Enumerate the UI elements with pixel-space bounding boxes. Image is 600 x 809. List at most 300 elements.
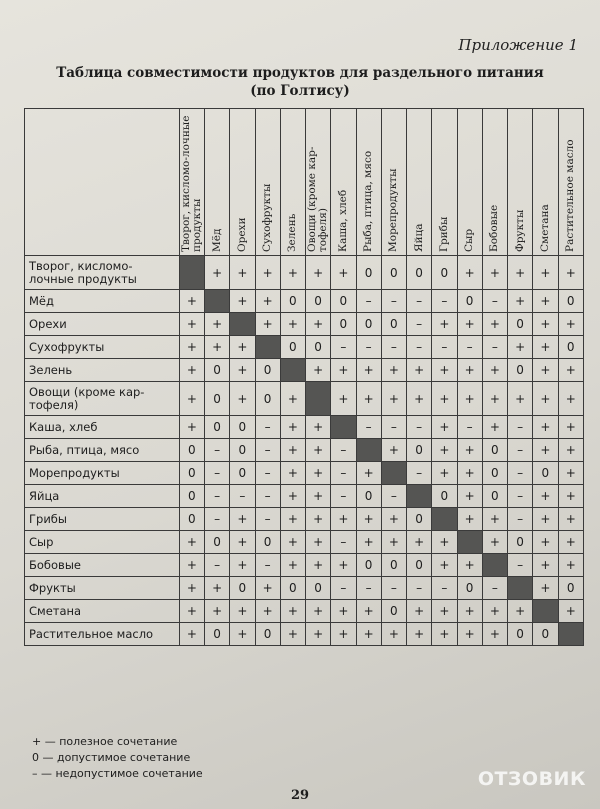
table-cell: 0	[205, 359, 230, 382]
table-cell: 0	[280, 577, 305, 600]
table-cell: 0	[457, 577, 482, 600]
table-cell: +	[482, 623, 507, 646]
table-cell: –	[407, 577, 432, 600]
table-cell: +	[558, 382, 584, 416]
column-header	[255, 109, 280, 256]
table-cell: –	[432, 290, 457, 313]
table-row	[25, 485, 584, 508]
table-cell: 0	[230, 439, 255, 462]
table-cell: +	[255, 577, 280, 600]
table-cell: –	[356, 336, 381, 359]
table-cell: +	[558, 313, 584, 336]
table-cell: +	[356, 531, 381, 554]
table-cell: +	[533, 577, 558, 600]
table-cell: +	[280, 439, 305, 462]
table-cell: +	[230, 508, 255, 531]
column-header	[205, 109, 230, 256]
table-cell: 0	[255, 623, 280, 646]
table-cell: +	[230, 554, 255, 577]
table-cell: –	[255, 554, 280, 577]
legend-minus: – — недопустимое сочетание	[32, 767, 203, 780]
table-cell: +	[508, 600, 533, 623]
diagonal-cell	[533, 600, 558, 623]
table-cell: +	[533, 439, 558, 462]
table-cell: +	[457, 256, 482, 290]
table-cell: +	[356, 623, 381, 646]
table-cell: –	[356, 577, 381, 600]
table-cell: 0	[407, 554, 432, 577]
table-row	[25, 462, 584, 485]
table-cell: +	[306, 600, 331, 623]
diagonal-cell	[457, 531, 482, 554]
table-cell: +	[482, 508, 507, 531]
title-line-1: Таблица совместимости продуктов для раздельного питания	[56, 65, 544, 81]
column-header	[432, 109, 457, 256]
row-header: Грибы	[25, 508, 180, 531]
table-cell: +	[306, 359, 331, 382]
corner-cell	[25, 109, 180, 256]
table-cell: 0	[533, 623, 558, 646]
table-cell: 0	[331, 290, 356, 313]
table-cell: +	[533, 359, 558, 382]
legend-plus: + — полезное сочетание	[32, 735, 178, 748]
table-cell: 0	[356, 256, 381, 290]
table-cell: +	[179, 336, 204, 359]
table-cell: +	[306, 439, 331, 462]
column-header	[179, 109, 204, 256]
table-cell: +	[179, 416, 204, 439]
table-cell: 0	[205, 531, 230, 554]
table-cell: +	[508, 256, 533, 290]
table-cell: +	[533, 508, 558, 531]
table-cell: +	[179, 531, 204, 554]
table-cell: +	[280, 485, 305, 508]
table-cell: –	[205, 508, 230, 531]
table-cell: –	[381, 577, 406, 600]
table-cell: –	[381, 290, 406, 313]
table-cell: 0	[179, 508, 204, 531]
table-cell: +	[558, 600, 584, 623]
table-cell: +	[356, 462, 381, 485]
legend	[32, 734, 203, 782]
table-cell: +	[432, 600, 457, 623]
table-cell: +	[533, 336, 558, 359]
table-cell: –	[331, 462, 356, 485]
table-cell: +	[179, 359, 204, 382]
table-cell: –	[432, 336, 457, 359]
table-cell: +	[381, 623, 406, 646]
table-cell: +	[432, 623, 457, 646]
row-header: Сметана	[25, 600, 180, 623]
table-cell: +	[356, 359, 381, 382]
table-cell: +	[356, 382, 381, 416]
table-cell: +	[280, 382, 305, 416]
table-cell: +	[179, 313, 204, 336]
table-cell: 0	[533, 462, 558, 485]
table-cell: 0	[280, 290, 305, 313]
column-header-label: Сухофрукты	[261, 183, 274, 252]
table-cell: +	[407, 623, 432, 646]
table-cell: 0	[457, 290, 482, 313]
table-cell: +	[457, 359, 482, 382]
table-cell: 0	[381, 600, 406, 623]
table-row	[25, 623, 584, 646]
diagonal-cell	[230, 313, 255, 336]
table-cell: +	[432, 531, 457, 554]
table-cell: +	[230, 531, 255, 554]
table-cell: –	[508, 554, 533, 577]
table-cell: +	[457, 382, 482, 416]
diagonal-cell	[558, 623, 584, 646]
table-cell: –	[255, 485, 280, 508]
table-cell: +	[381, 382, 406, 416]
table-cell: +	[306, 508, 331, 531]
table-cell: +	[457, 439, 482, 462]
table-cell: +	[331, 600, 356, 623]
table-cell: 0	[205, 623, 230, 646]
table-cell: 0	[482, 462, 507, 485]
table-row	[25, 359, 584, 382]
table-cell: +	[407, 531, 432, 554]
column-header-label: Каша, хлеб	[336, 189, 349, 252]
table-cell: 0	[508, 359, 533, 382]
table-cell: 0	[280, 336, 305, 359]
column-header	[482, 109, 507, 256]
table-cell: –	[255, 416, 280, 439]
column-header-label: Творог, кисломо-лочные продукты	[179, 115, 203, 252]
table-cell: +	[331, 256, 356, 290]
column-header-label: Фрукты	[513, 209, 526, 252]
appendix-label: Приложение 1	[458, 36, 578, 54]
diagonal-cell	[331, 416, 356, 439]
column-header-label: Сметана	[538, 204, 551, 252]
table-cell: +	[331, 623, 356, 646]
column-header-label: Зелень	[286, 213, 299, 252]
table-cell: +	[432, 416, 457, 439]
table-cell: 0	[179, 439, 204, 462]
table-cell: +	[205, 313, 230, 336]
table-cell: +	[457, 485, 482, 508]
table-cell: +	[482, 359, 507, 382]
diagonal-cell	[306, 382, 331, 416]
table-cell: +	[381, 531, 406, 554]
page-number: 29	[290, 788, 310, 803]
table-row	[25, 600, 584, 623]
column-header	[457, 109, 482, 256]
table-cell: +	[533, 531, 558, 554]
table-cell: +	[533, 382, 558, 416]
column-header	[407, 109, 432, 256]
table-cell: +	[457, 508, 482, 531]
table-cell: +	[205, 256, 230, 290]
row-header: Яйца	[25, 485, 180, 508]
table-cell: +	[306, 531, 331, 554]
table-cell: +	[432, 554, 457, 577]
table-cell: 0	[179, 485, 204, 508]
table-cell: 0	[381, 554, 406, 577]
table-cell: +	[306, 416, 331, 439]
table-body	[25, 256, 584, 646]
row-header: Сыр	[25, 531, 180, 554]
table-cell: +	[482, 382, 507, 416]
row-header: Рыба, птица, мясо	[25, 439, 180, 462]
table-row	[25, 508, 584, 531]
table-row	[25, 313, 584, 336]
table-cell: +	[508, 290, 533, 313]
column-header	[306, 109, 331, 256]
table-cell: 0	[205, 416, 230, 439]
table-cell: 0	[179, 462, 204, 485]
column-header	[230, 109, 255, 256]
table-cell: +	[457, 313, 482, 336]
table-cell: +	[432, 462, 457, 485]
table-cell: –	[255, 508, 280, 531]
table-cell: 0	[508, 313, 533, 336]
table-cell: –	[482, 577, 507, 600]
table-cell: 0	[230, 416, 255, 439]
diagonal-cell	[356, 439, 381, 462]
table-row	[25, 382, 584, 416]
column-header-label: Растительное масло	[564, 139, 577, 252]
table-cell: +	[533, 416, 558, 439]
table-cell: +	[179, 554, 204, 577]
table-cell: 0	[508, 623, 533, 646]
column-header	[508, 109, 533, 256]
table-cell: +	[255, 290, 280, 313]
diagonal-cell	[482, 554, 507, 577]
table-cell: +	[432, 382, 457, 416]
table-cell: +	[482, 416, 507, 439]
table-cell: +	[533, 554, 558, 577]
table-cell: +	[280, 554, 305, 577]
table-cell: +	[280, 256, 305, 290]
table-cell: +	[306, 462, 331, 485]
column-header-label: Сыр	[463, 228, 476, 252]
row-header: Сухофрукты	[25, 336, 180, 359]
table-cell: 0	[432, 485, 457, 508]
table-cell: –	[508, 416, 533, 439]
table-cell: –	[407, 416, 432, 439]
table-title	[0, 64, 600, 100]
table-cell: +	[205, 577, 230, 600]
table-cell: +	[306, 485, 331, 508]
table-cell: +	[381, 508, 406, 531]
column-header	[381, 109, 406, 256]
table-cell: +	[331, 359, 356, 382]
table-cell: 0	[230, 577, 255, 600]
table-cell: –	[205, 554, 230, 577]
column-header-label: Морепродукты	[387, 168, 400, 252]
diagonal-cell	[432, 508, 457, 531]
table-cell: +	[432, 439, 457, 462]
table-cell: +	[179, 382, 204, 416]
column-header-label: Рыба, птица, мясо	[362, 150, 375, 252]
table-cell: 0	[432, 256, 457, 290]
diagonal-cell	[381, 462, 406, 485]
table-cell: +	[533, 485, 558, 508]
table-cell: +	[280, 600, 305, 623]
table-cell: 0	[381, 313, 406, 336]
table-cell: +	[558, 359, 584, 382]
table-cell: +	[280, 531, 305, 554]
column-header-label: Бобовые	[488, 204, 501, 252]
table-cell: +	[179, 290, 204, 313]
table-cell: –	[381, 485, 406, 508]
table-cell: –	[407, 290, 432, 313]
row-header: Фрукты	[25, 577, 180, 600]
table-cell: +	[280, 508, 305, 531]
diagonal-cell	[508, 577, 533, 600]
table-cell: +	[558, 531, 584, 554]
table-cell: –	[255, 439, 280, 462]
table-cell: +	[533, 256, 558, 290]
table-cell: –	[230, 485, 255, 508]
table-cell: 0	[407, 256, 432, 290]
column-header-label: Овощи (кроме кар-тофеля)	[306, 146, 330, 252]
table-cell: 0	[356, 554, 381, 577]
table-cell: +	[533, 290, 558, 313]
table-cell: 0	[482, 485, 507, 508]
table-cell: +	[306, 313, 331, 336]
table-cell: +	[280, 416, 305, 439]
table-cell: +	[407, 359, 432, 382]
table-row	[25, 336, 584, 359]
table-cell: –	[255, 462, 280, 485]
row-header: Морепродукты	[25, 462, 180, 485]
row-header: Орехи	[25, 313, 180, 336]
table-cell: 0	[558, 290, 584, 313]
table-cell: +	[482, 600, 507, 623]
table-cell: 0	[205, 382, 230, 416]
table-cell: +	[558, 256, 584, 290]
column-header	[331, 109, 356, 256]
diagonal-cell	[205, 290, 230, 313]
column-header	[356, 109, 381, 256]
diagonal-cell	[179, 256, 204, 290]
table-cell: +	[482, 313, 507, 336]
table-cell: 0	[482, 439, 507, 462]
table-cell: +	[306, 554, 331, 577]
table-cell: +	[432, 313, 457, 336]
table-cell: +	[508, 382, 533, 416]
table-cell: –	[508, 439, 533, 462]
header-row	[25, 109, 584, 256]
table-cell: 0	[356, 313, 381, 336]
table-row	[25, 416, 584, 439]
table-cell: +	[407, 600, 432, 623]
table-cell: 0	[508, 531, 533, 554]
table-cell: +	[558, 485, 584, 508]
table-cell: +	[255, 600, 280, 623]
table-cell: +	[179, 600, 204, 623]
table-cell: +	[381, 439, 406, 462]
table-row	[25, 439, 584, 462]
table-cell: +	[179, 623, 204, 646]
table-cell: –	[508, 485, 533, 508]
column-header-label: Орехи	[235, 217, 248, 252]
diagonal-cell	[407, 485, 432, 508]
table-cell: –	[381, 416, 406, 439]
table-cell: +	[457, 623, 482, 646]
table-row	[25, 531, 584, 554]
column-header	[280, 109, 305, 256]
table-cell: –	[457, 336, 482, 359]
table-cell: –	[407, 336, 432, 359]
table-cell: 0	[306, 336, 331, 359]
table-cell: +	[482, 531, 507, 554]
table-cell: +	[508, 336, 533, 359]
diagonal-cell	[280, 359, 305, 382]
row-header: Растительное масло	[25, 623, 180, 646]
table-cell: –	[381, 336, 406, 359]
table-cell: –	[331, 577, 356, 600]
table-cell: +	[457, 554, 482, 577]
table-cell: +	[179, 577, 204, 600]
table-cell: 0	[407, 508, 432, 531]
table-cell: –	[508, 508, 533, 531]
table-cell: +	[205, 600, 230, 623]
diagonal-cell	[255, 336, 280, 359]
table-cell: –	[356, 290, 381, 313]
table-cell: 0	[331, 313, 356, 336]
table-cell: +	[558, 439, 584, 462]
column-header	[558, 109, 584, 256]
table-cell: +	[280, 462, 305, 485]
table-cell: –	[331, 485, 356, 508]
table-cell: +	[432, 359, 457, 382]
table-cell: +	[457, 462, 482, 485]
table-row	[25, 290, 584, 313]
table-cell: +	[482, 256, 507, 290]
table-cell: –	[205, 485, 230, 508]
table-cell: +	[230, 623, 255, 646]
table-cell: +	[230, 382, 255, 416]
table-cell: –	[457, 416, 482, 439]
row-header: Каша, хлеб	[25, 416, 180, 439]
table-cell: +	[407, 382, 432, 416]
table-cell: +	[230, 359, 255, 382]
table-cell: –	[205, 462, 230, 485]
table-cell: +	[280, 623, 305, 646]
table-cell: –	[432, 577, 457, 600]
table-cell: +	[331, 554, 356, 577]
table-cell: –	[407, 462, 432, 485]
table-cell: 0	[230, 462, 255, 485]
table-cell: +	[230, 600, 255, 623]
table-cell: +	[558, 416, 584, 439]
table-cell: 0	[381, 256, 406, 290]
row-header: Творог, кисломо-лочные продукты	[25, 256, 180, 290]
table-cell: 0	[306, 290, 331, 313]
table-cell: +	[331, 382, 356, 416]
table-cell: +	[230, 256, 255, 290]
table-cell: 0	[255, 359, 280, 382]
row-header: Мёд	[25, 290, 180, 313]
table-cell: +	[205, 336, 230, 359]
row-header: Овощи (кроме кар-тофеля)	[25, 382, 180, 416]
table-cell: 0	[558, 336, 584, 359]
table-cell: +	[558, 554, 584, 577]
column-header-label: Мёд	[210, 228, 223, 252]
table-cell: +	[331, 508, 356, 531]
table-cell: 0	[356, 485, 381, 508]
table-cell: +	[255, 256, 280, 290]
row-header: Зелень	[25, 359, 180, 382]
table-cell: +	[230, 336, 255, 359]
table-row	[25, 554, 584, 577]
table-cell: +	[457, 600, 482, 623]
table-cell: –	[482, 336, 507, 359]
